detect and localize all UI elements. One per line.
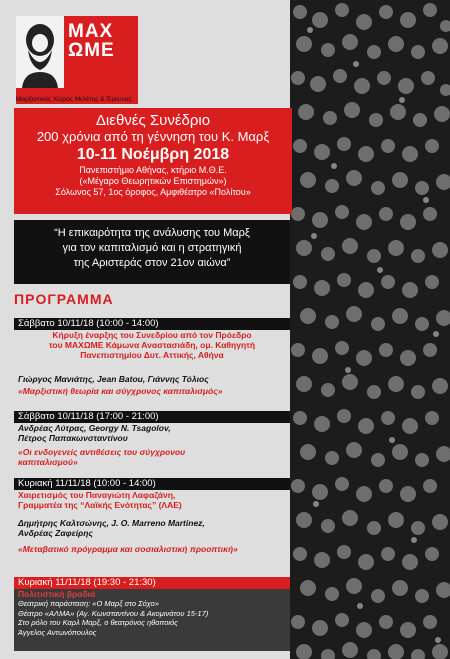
session-speakers: Γιώργος Μανιάτης, Jean Batou, Γιάννης Τόλιος bbox=[18, 374, 209, 384]
event-title: Διεθνές Συνέδριο bbox=[95, 112, 211, 129]
event-venue-line2: («Μέγαρο Θεωρητικών Επιστημών») bbox=[79, 176, 227, 186]
theatre-role: Στο ρόλο του Καρλ Μαρξ, ο θεατρόνος ηθοποιός bbox=[18, 618, 178, 627]
logo bbox=[16, 16, 138, 104]
session-speakers: Πέτρος Παπακωνσταντίνου bbox=[18, 433, 128, 443]
cultural-evening-title: Πολιτιστική βραδιά bbox=[18, 589, 96, 599]
theatre-play: Θεατρική παράσταση: «Ο Μαρξ στο Σόχο» bbox=[18, 599, 159, 608]
session-topic: «Οι ενδογενείς αντιθέσεις του σύγχρονου bbox=[18, 447, 186, 457]
session-header: Κυριακή 11/11/18 (10:00 - 14:00) bbox=[14, 478, 290, 490]
program-title: ΠΡΟΓΡΑΜΜΑ bbox=[14, 291, 114, 307]
session-topic: «Μεταβατικό πρόγραμμα και σοσιαλιστική προοπτική» bbox=[18, 544, 238, 554]
logo-wordmark bbox=[68, 22, 134, 60]
session-3 bbox=[14, 478, 290, 554]
event-venue-line1: Πανεπιστήμιο Αθήνας, κτήριο Μ.Θ.Ε. bbox=[79, 165, 227, 175]
session-header: Κυριακή 11/11/18 (19:30 - 21:30) bbox=[14, 577, 290, 589]
portrait-svg bbox=[16, 16, 64, 88]
logo-subtitle: Μαρξιστικός Χώρος Μελέτης & Έρευνας bbox=[16, 96, 132, 103]
session-2 bbox=[14, 411, 290, 467]
session-1 bbox=[14, 318, 290, 396]
session-intro: του ΜΑΧΩΜΕ Κάμωνα Αναστασιάδη, ομ. Καθηγητή bbox=[48, 340, 256, 350]
event-box bbox=[14, 108, 292, 214]
session-intro: Πανεπιστημίου Δυτ. Αττικής, Αθήνα bbox=[80, 350, 224, 360]
session-header: Σάββατο 10/11/18 (17:00 - 21:00) bbox=[14, 411, 290, 423]
session-header: Σάββατο 10/11/18 (10:00 - 14:00) bbox=[14, 318, 290, 330]
quote-line2: για τον καπιταλισμό και η στρατηγική bbox=[62, 242, 242, 254]
session-topic: καπιταλισμού» bbox=[18, 457, 78, 467]
session-speakers: Ανδρέας Λύτρας, Georgy N. Tsagolov, bbox=[18, 423, 171, 433]
quote-line3: της Αριστεράς στον 21ον αιώνα” bbox=[73, 257, 231, 269]
theatre-venue: Θέατρο «ΑΛΜΑ» (Αγ. Κωνσταντίνου & Ακομινάτου 15-17) bbox=[18, 608, 209, 618]
logo-text-line2: ΩΜΕ bbox=[68, 40, 115, 61]
session-speakers: Δημήτρης Καλτσώνης, J. O. Marreno Martinez, bbox=[18, 518, 205, 528]
theme-quote bbox=[14, 220, 290, 284]
session-intro: Κήρυξη έναρξης του Συνεδρίου από τον Πρόεδρο bbox=[52, 330, 252, 340]
theatre-actor: Άγγελος Αντωνόπουλος bbox=[18, 627, 97, 637]
event-venue-line3: Σόλωνος 57, 1ος όροφος, Αμφιθέατρο «Πολίτου» bbox=[55, 187, 251, 197]
event-date: 10-11 Νοέμβρη 2018 bbox=[76, 146, 230, 163]
session-greeting: Χαιρετισμός του Παναγιώτη Λαφαζάνη, bbox=[18, 490, 176, 500]
event-subtitle: 200 χρόνια από τη γέννηση του Κ. Μαρξ bbox=[36, 129, 270, 144]
crowd-image bbox=[290, 0, 450, 659]
quote-line1: “Η επικαιρότητα της ανάλυσης του Μαρξ bbox=[54, 227, 250, 239]
session-greeting: Γραμματέα της “Λαϊκής Ενότητας” (ΛΑΕ) bbox=[18, 500, 182, 510]
session-topic: «Μαρξιστική θεωρία και σύγχρονος καπιταλισμός» bbox=[18, 386, 223, 396]
session-4 bbox=[14, 577, 290, 651]
logo-text-line1: ΜΑΧ bbox=[68, 21, 114, 42]
crowd-photo bbox=[290, 0, 450, 659]
session-speakers: Ανδρέας Ζαφείρης bbox=[18, 528, 93, 538]
marx-portrait-icon bbox=[16, 16, 64, 88]
